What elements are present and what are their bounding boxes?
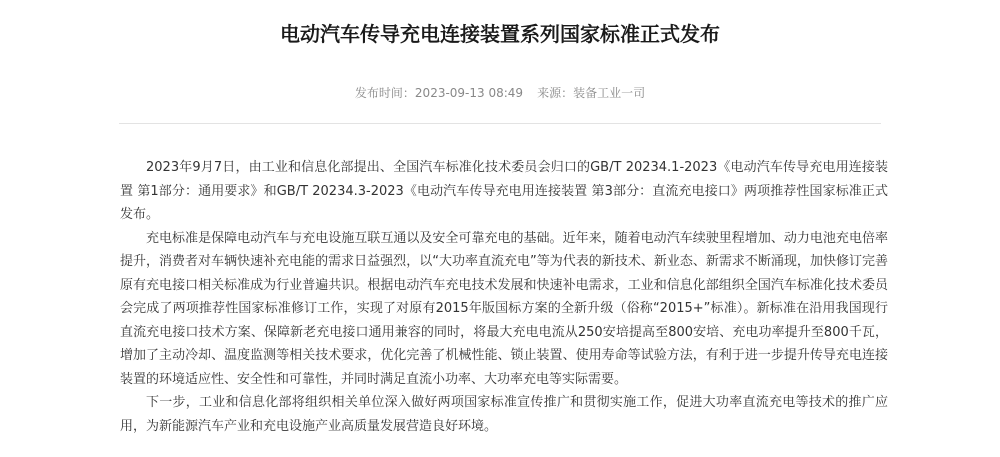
publish-time: 发布时间：2023-09-13 08:49 [354, 86, 524, 100]
article-paragraph: 2023年9月7日，由工业和信息化部提出、全国汽车标准化技术委员会归口的GB/T 20234.1-2023《电动汽车传导充电用连接装置 第1部分：通用要求》和GB/T 20234.3-2023《电动汽车传导充电用连接装置 第3部分：直流充电接口》两项推荐性国家标准正式发布。 [120, 160, 888, 222]
article-meta [0, 84, 1000, 102]
article-source: 来源：装备工业一司 [537, 86, 646, 100]
article-body [120, 156, 888, 438]
header-divider [119, 123, 881, 124]
article-title: 电动汽车传导充电连接装置系列国家标准正式发布 [280, 22, 720, 46]
article-paragraph: 充电标准是保障电动汽车与充电设施互联互通以及安全可靠充电的基础。近年来，随着电动汽车续驶里程增加、动力电池充电倍率提升，消费者对车辆快速补充电能的需求日益强烈，以“大功率直流充电”等为代表的新技术、新业态、新需求不断涌现，加快修订完善原有充电接口相关标准成为行业普遍共识。根据电动汽车充电技术发展和快速补电需求，工业和信息化部组织全国汽车标准化技术委员会完成了两项推荐性国家标准修订工作，实现了对原有2015年版国标方案的全新升级（俗称“2015+”标准）。新标准在沿用我国现行直流充电接口技术方案、保障新老充电接口通用兼容的同时，将最大充电电流从250安培提高至800安培、充电功率提升至800千瓦，增加了主动冷却、温度监测等相关技术要求，优化完善了机械性能、锁止装置、使用寿命等试验方法，有利于进一步提升传导充电连接装置的环境适应性、安全性和可靠性，并同时满足直流小功率、大功率充电等实际需要。 [120, 230, 888, 387]
article-paragraph: 下一步，工业和信息化部将组织相关单位深入做好两项国家标准宣传推广和贯彻实施工作，促进大功率直流充电等技术的推广应用，为新能源汽车产业和充电设施产业高质量发展营造良好环境。 [120, 395, 888, 434]
